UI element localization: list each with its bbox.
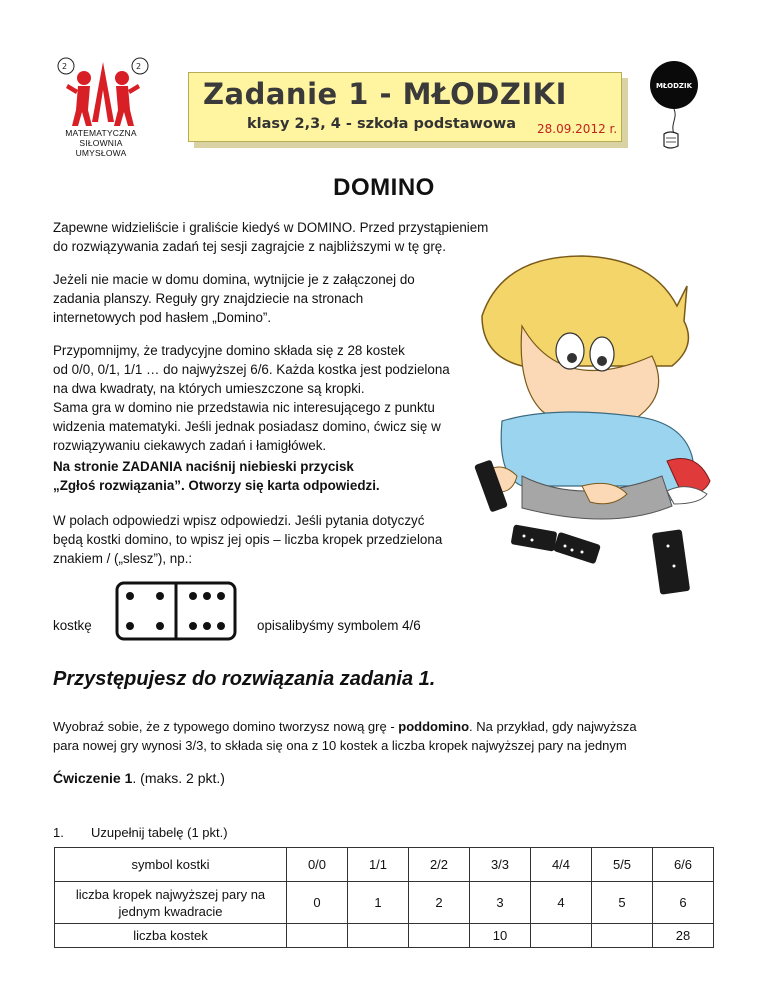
paragraph-intro — [53, 218, 488, 256]
exercise-label: Ćwiczenie 1 — [53, 770, 133, 786]
paragraph-instruction — [53, 457, 380, 495]
paragraph-answers — [53, 511, 442, 568]
task-text: Uzupełnij tabelę (1 pkt.) — [91, 825, 228, 840]
header-title: Zadanie 1 - MŁODZIKI — [203, 77, 567, 111]
table-cell: 6 — [653, 882, 714, 924]
table-cell: 0/0 — [287, 848, 348, 882]
answer-cell[interactable] — [348, 924, 409, 948]
header-date: 28.09.2012 r. — [537, 122, 618, 136]
svg-text:2: 2 — [62, 62, 68, 71]
text-line: Na stronie ZADANIA naciśnij niebieski przycisk — [53, 459, 354, 474]
bold-term: poddomino — [398, 719, 470, 734]
boy-playing-domino-illustration — [462, 246, 722, 606]
paragraph-reminder — [53, 341, 450, 455]
header-subtitle: klasy 2,3, 4 - szkoła podstawowa — [247, 116, 517, 132]
table-cell: 1/1 — [348, 848, 409, 882]
paragraph-rules — [53, 270, 415, 327]
text-line — [53, 717, 637, 736]
balloon-icon — [644, 60, 704, 160]
text-line: do rozwiązywania zadań tej sesji zagrajcie z najbliższymi w tę grę. — [53, 239, 446, 254]
text-fragment: . Na przykład, gdy najwyższa — [469, 719, 637, 734]
example-right-text: opisalibyśmy symbolem 4/6 — [257, 618, 421, 633]
text-line: internetowych pod hasłem „Domino”. — [53, 310, 272, 325]
svg-text:2: 2 — [136, 62, 142, 71]
text-line: zadania planszy. Reguły gry znajdziecie na stronach — [53, 291, 364, 306]
text-line: będą kostki domino, to wpisz jej opis – liczba kropek przedzielona — [53, 532, 443, 547]
table-row — [55, 882, 714, 924]
logo-line-2: SIŁOWNIA — [79, 138, 123, 148]
text-line: rozwiązywaniu ciekawych zadań i łamigłówek. — [53, 438, 327, 453]
answer-cell[interactable] — [287, 924, 348, 948]
exercise-points: . (maks. 2 pkt.) — [132, 770, 225, 786]
row-header: liczba kropek najwyższej pary na jednym kwadracie — [55, 882, 287, 924]
text-line: para nowej gry wynosi 3/3, to składa się ona z 10 kostek a liczba kropek najwyższej pary na jednym — [53, 738, 627, 753]
logo-line-1: MATEMATYCZNA — [65, 128, 137, 138]
table-cell: 6/6 — [653, 848, 714, 882]
section-heading: Przystępujesz do rozwiązania zadania 1. — [53, 668, 436, 690]
text-line: Jeżeli nie macie w domu domina, wytnijcie je z załączonej do — [53, 272, 415, 287]
row-header: symbol kostki — [55, 848, 287, 882]
text-fragment: Wyobraź sobie, że z typowego domino tworzysz nową grę - — [53, 719, 399, 734]
answer-table — [54, 847, 714, 948]
table-cell: 2/2 — [409, 848, 470, 882]
page-title: DOMINO — [333, 174, 435, 201]
table-cell: 5 — [592, 882, 653, 924]
table-cell: 4/4 — [531, 848, 592, 882]
table-cell: 1 — [348, 882, 409, 924]
text-line: W polach odpowiedzi wpisz odpowiedzi. Jeśli pytania dotyczyć — [53, 513, 425, 528]
table-cell: 0 — [287, 882, 348, 924]
table-cell: 2 — [409, 882, 470, 924]
table-cell: 3 — [470, 882, 531, 924]
text-line: Sama gra w domino nie przedstawia nic interesującego z punktu — [53, 400, 435, 415]
domino-example-icon — [115, 581, 237, 641]
answer-cell[interactable] — [409, 924, 470, 948]
example-left-word: kostkę — [53, 618, 92, 633]
text-line: od 0/0, 0/1, 1/1 … do najwyższej 6/6. Każda kostka jest podzielona — [53, 362, 450, 377]
text-line: znakiem / („slesz”), np.: — [53, 551, 193, 566]
answer-cell[interactable] — [592, 924, 653, 948]
text-line: widzenia matematyki. Jeśli jednak posiadasz domino, ćwicz się w — [53, 419, 441, 434]
table-cell: 4 — [531, 882, 592, 924]
logo-line-3: UMYSŁOWA — [75, 148, 127, 158]
logo-text — [58, 128, 144, 158]
text-line: Zapewne widzieliście i graliście kiedyś w DOMINO. Przed przystąpieniem — [53, 220, 489, 235]
table-cell: 10 — [470, 924, 531, 948]
text-line: „Zgłoś rozwiązania”. Otworzy się karta odpowiedzi. — [53, 478, 380, 493]
text-line: na dwa kwadraty, na których umieszczone są kropki. — [53, 381, 365, 396]
answer-cell[interactable] — [531, 924, 592, 948]
table-cell: 28 — [653, 924, 714, 948]
exercise-title — [53, 770, 225, 786]
task-number: 1. — [53, 825, 64, 840]
header-banner — [188, 72, 622, 142]
table-row — [55, 924, 714, 948]
table-cell: 3/3 — [470, 848, 531, 882]
table-row — [55, 848, 714, 882]
paragraph-poddomino — [53, 717, 637, 755]
text-line: Przypomnijmy, że tradycyjne domino składa się z 28 kostek — [53, 343, 405, 358]
balloon-label: MŁODZIK — [655, 82, 693, 90]
row-header: liczba kostek — [55, 924, 287, 948]
table-cell: 5/5 — [592, 848, 653, 882]
